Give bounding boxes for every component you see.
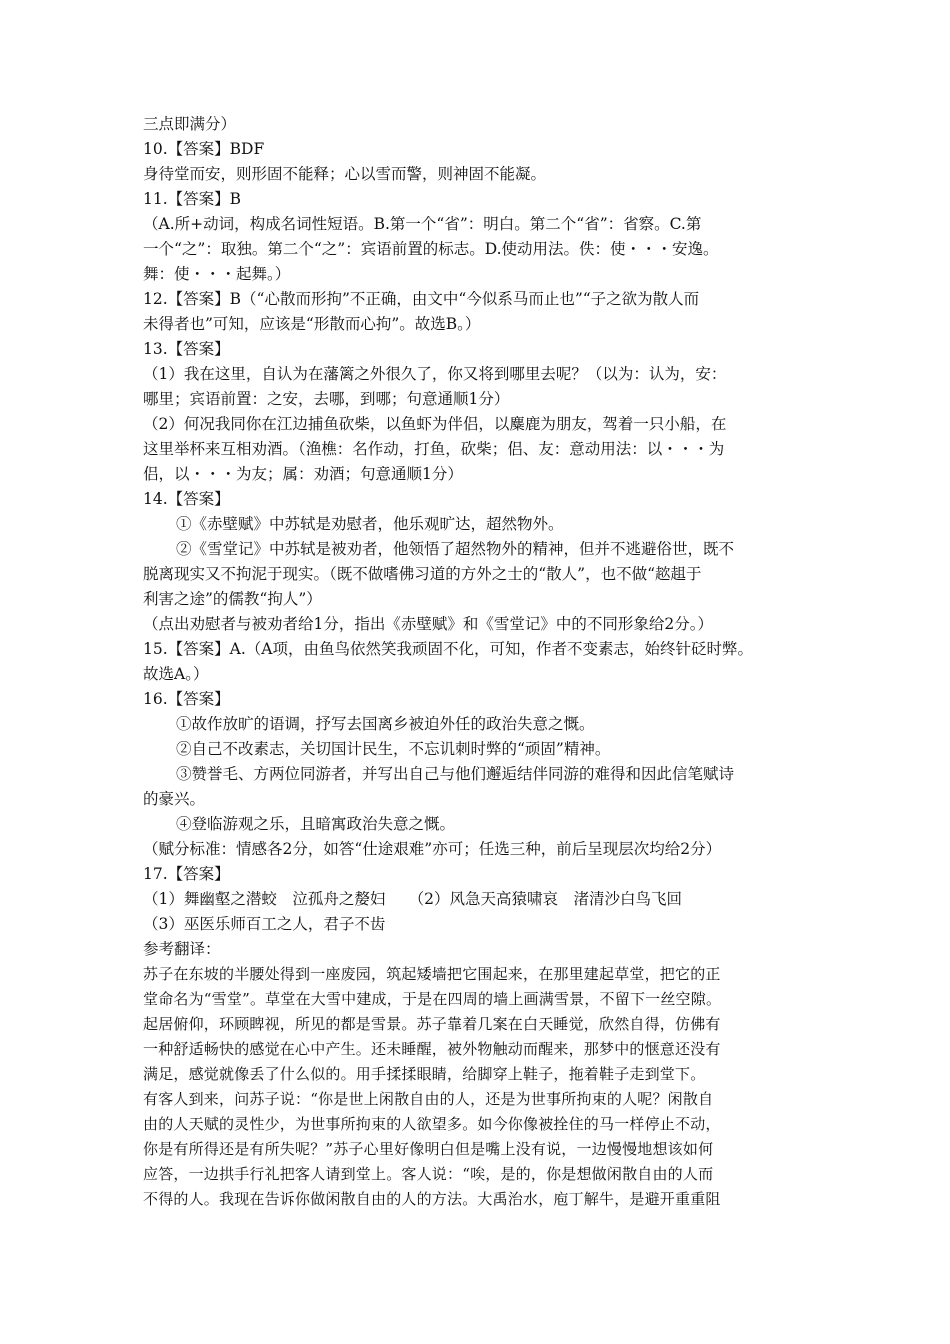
translation-line: 起居俯仰，环顾睥视，所见的都是雪景。苏子靠着几案在白天睡觉，欣然自得，仿佛有 [143, 1015, 721, 1033]
answer-12-heading: 12.【答案】B（“心散而形拘”不正确，由文中“今似系马而止也”“子之欲为散人而 [143, 290, 700, 308]
text-line: （点出劝慰者与被劝者给1分，指出《赤壁赋》和《雪堂记》中的不同形象给2分。） [143, 615, 713, 633]
translation-line: 不得的人。我现在告诉你做闲散自由的人的方法。大禹治水，庖丁解牛，是避开重重阻 [143, 1190, 721, 1208]
translation-line: 满足，感觉就像丢了什么似的。用手揉揉眼睛，给脚穿上鞋子，拖着鞋子走到堂下。 [143, 1065, 706, 1083]
text-line: ②自己不改素志，关切国计民生，不忘讥刺时弊的“顽固”精神。 [176, 740, 611, 758]
text-line: （赋分标准：情感各2分，如答“仕途艰难”亦可；任选三种，前后呈现层次均给2分） [143, 840, 722, 858]
text-line: ③赞誉毛、方两位同游者，并写出自己与他们邂逅结伴同游的难得和因此信笔赋诗 [176, 765, 735, 783]
text-line: 一个“之”：取独。第二个“之”：宾语前置的标志。D.使动用法。佚：使・・・安逸。 [143, 240, 719, 258]
answer-10-heading: 10.【答案】BDF [143, 140, 265, 158]
text-line: 脱离现实又不拘泥于现实。（既不做嗜佛习道的方外之士的“散人”，也不做“趑趄于 [143, 565, 702, 583]
answer-11-heading: 11.【答案】B [143, 190, 242, 208]
answer-16-heading: 16.【答案】 [143, 690, 230, 708]
text-line: （1）舞幽壑之潜蛟 泣孤舟之嫠妇 （2）风急天高猿啸哀 渚清沙白鸟飞回 [143, 890, 682, 908]
translation-line: 有客人到来，问苏子说：“你是世上闲散自由的人，还是为世事所拘束的人呢？闲散自 [143, 1090, 714, 1108]
text-line: 身待堂而安，则形固不能释；心以雪而警，则神固不能凝。 [143, 165, 547, 183]
text-line: 侣，以・・・为友；属：劝酒；句意通顺1分） [143, 465, 463, 483]
text-line: 三点即满分） [143, 115, 237, 133]
translation-line: 堂命名为“雪堂”。草堂在大雪中建成，于是在四周的墙上画满雪景，不留下一丝空隙。 [143, 990, 722, 1008]
answer-15-heading: 15.【答案】A.（A项，由鱼鸟依然笑我顽固不化，可知，作者不变素志，始终针砭时弊。 [143, 640, 753, 658]
text-line: （1）我在这里，自认为在藩篱之外很久了，你又将到哪里去呢？（以为：认为，安： [143, 365, 727, 383]
translation-line: 你是有所得还是有所失呢？”苏子心里好像明白但是嘴上没有说，一边慢慢地想该如何 [143, 1140, 714, 1158]
text-line: 利害之途”的儒教“拘人”） [143, 590, 322, 608]
translation-line: 苏子在东坡的半腰处得到一座废园，筑起矮墙把它围起来，在那里建起草堂，把它的正 [143, 965, 721, 983]
text-line: （2）何况我同你在江边捕鱼砍柴，以鱼虾为伴侣，以麋鹿为朋友，驾着一只小船，在 [143, 415, 727, 433]
text-line: 哪里；宾语前置：之安，去哪，到哪；句意通顺1分） [143, 390, 510, 408]
text-line: ①《赤壁赋》中苏轼是劝慰者，他乐观旷达，超然物外。 [176, 515, 564, 533]
text-line: ②《雪堂记》中苏轼是被劝者，他领悟了超然物外的精神，但并不逃避俗世，既不 [176, 540, 735, 558]
text-line: 故选A。） [143, 665, 209, 683]
text-line: （3）巫医乐师百工之人，君子不齿 [143, 915, 386, 933]
translation-line: 应答，一边拱手行礼把客人请到堂上。客人说：“唉，是的，你是想做闲散自由的人而 [143, 1165, 714, 1183]
answer-14-heading: 14.【答案】 [143, 490, 230, 508]
text-line: 这里举杯来互相劝酒。（渔樵：名作动，打鱼，砍柴；侣、友：意动用法：以・・・为 [143, 440, 725, 458]
text-line: ①故作放旷的语调，抒写去国离乡被迫外任的政治失意之慨。 [176, 715, 595, 733]
answer-13-heading: 13.【答案】 [143, 340, 230, 358]
translation-heading: 参考翻译： [143, 940, 221, 958]
text-line: ④登临游观之乐，且暗寓政治失意之慨。 [176, 815, 456, 833]
text-line: （A.所+动词，构成名词性短语。B.第一个“省”：明白。第二个“省”：省察。C.第 [143, 215, 702, 233]
answer-17-heading: 17.【答案】 [143, 865, 230, 883]
text-line: 舞：使・・・起舞。） [143, 265, 291, 283]
translation-line: 由的人天赋的灵性少，为世事所拘束的人欲望多。如今你像被拴住的马一样停止不动， [143, 1115, 721, 1133]
text-line: 的豪兴。 [143, 790, 206, 808]
translation-line: 一种舒适畅快的感觉在心中产生。还未睡醒，被外物触动而醒来，那梦中的惬意还没有 [143, 1040, 721, 1058]
text-line: 未得者也”可知，应该是“形散而心拘”。故选B。） [143, 315, 481, 333]
